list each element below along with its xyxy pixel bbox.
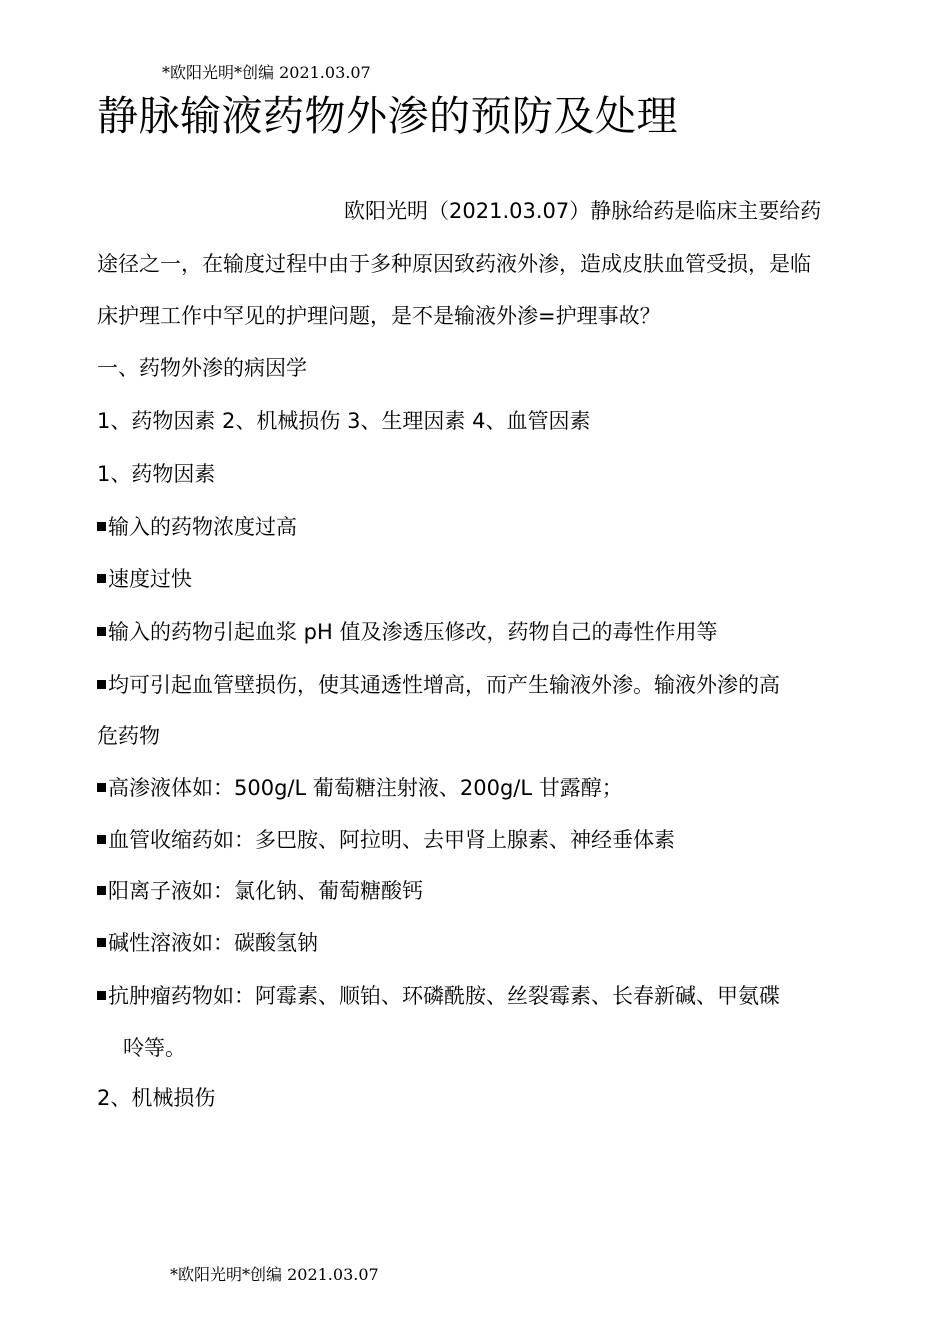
intro-line-1: 欧阳光明（2021.03.07）静脉给药是临床主要给药	[344, 199, 822, 223]
bullet-square-icon	[97, 835, 106, 844]
footer-note: *欧阳光明*创编 2021.03.07	[170, 1265, 379, 1284]
subheading-mechanical-injury: 2、机械损伤	[97, 1086, 216, 1110]
list-item-text: 血管收缩药如：多巴胺、阿拉明、去甲肾上腺素、神经垂体素	[108, 828, 675, 852]
list-item	[97, 774, 623, 802]
bullet-square-icon	[97, 938, 106, 947]
bullet-square-icon	[97, 991, 106, 1000]
subheading-drug-factors: 1、药物因素	[97, 462, 216, 486]
list-item	[97, 877, 423, 905]
cause-list: 1、药物因素 2、机械损伤 3、生理因素 4、血管因素	[97, 409, 591, 433]
list-item-text: 输入的药物浓度过高	[108, 515, 297, 539]
section-heading-etiology: 一、药物外渗的病因学	[97, 356, 307, 380]
list-item-text: 抗肿瘤药物如：阿霉素、顺铂、环磷酰胺、丝裂霉素、长春新碱、甲氨碟	[108, 984, 780, 1008]
list-item	[97, 826, 675, 854]
intro-line-3: 床护理工作中罕见的护理问题，是不是输液外渗=护理事故？	[97, 304, 661, 328]
list-item-continuation: 呤等。	[123, 1036, 186, 1060]
page-title: 静脉输液药物外渗的预防及处理	[97, 92, 678, 140]
list-item-text: 输入的药物引起血浆 pH 值及渗透压修改，药物自己的毒性作用等	[108, 620, 718, 644]
list-item	[97, 929, 318, 957]
list-item	[97, 982, 780, 1010]
bullet-square-icon	[97, 627, 106, 636]
list-item-text: 高渗液体如：500g/L 葡萄糖注射液、200g/L 甘露醇；	[108, 776, 623, 800]
list-item	[97, 565, 192, 593]
list-item-text: 均可引起血管壁损伤，使其通透性增高，而产生输液外渗。输液外渗的高	[108, 673, 780, 697]
bullet-square-icon	[97, 783, 106, 792]
list-item	[97, 618, 717, 646]
bullet-square-icon	[97, 522, 106, 531]
list-item-text: 碱性溶液如：碳酸氢钠	[108, 931, 318, 955]
header-note: *欧阳光明*创编 2021.03.07	[162, 63, 371, 82]
list-item	[97, 513, 297, 541]
list-item	[97, 671, 780, 699]
list-item-text: 速度过快	[108, 567, 192, 591]
bullet-square-icon	[97, 680, 106, 689]
list-item-text: 阳离子液如：氯化钠、葡萄糖酸钙	[108, 879, 423, 903]
bullet-square-icon	[97, 574, 106, 583]
intro-line-2: 途径之一，在输度过程中由于多种原因致药液外渗，造成皮肤血管受损，是临	[97, 252, 811, 276]
list-item-continuation: 危药物	[97, 724, 160, 748]
bullet-square-icon	[97, 886, 106, 895]
